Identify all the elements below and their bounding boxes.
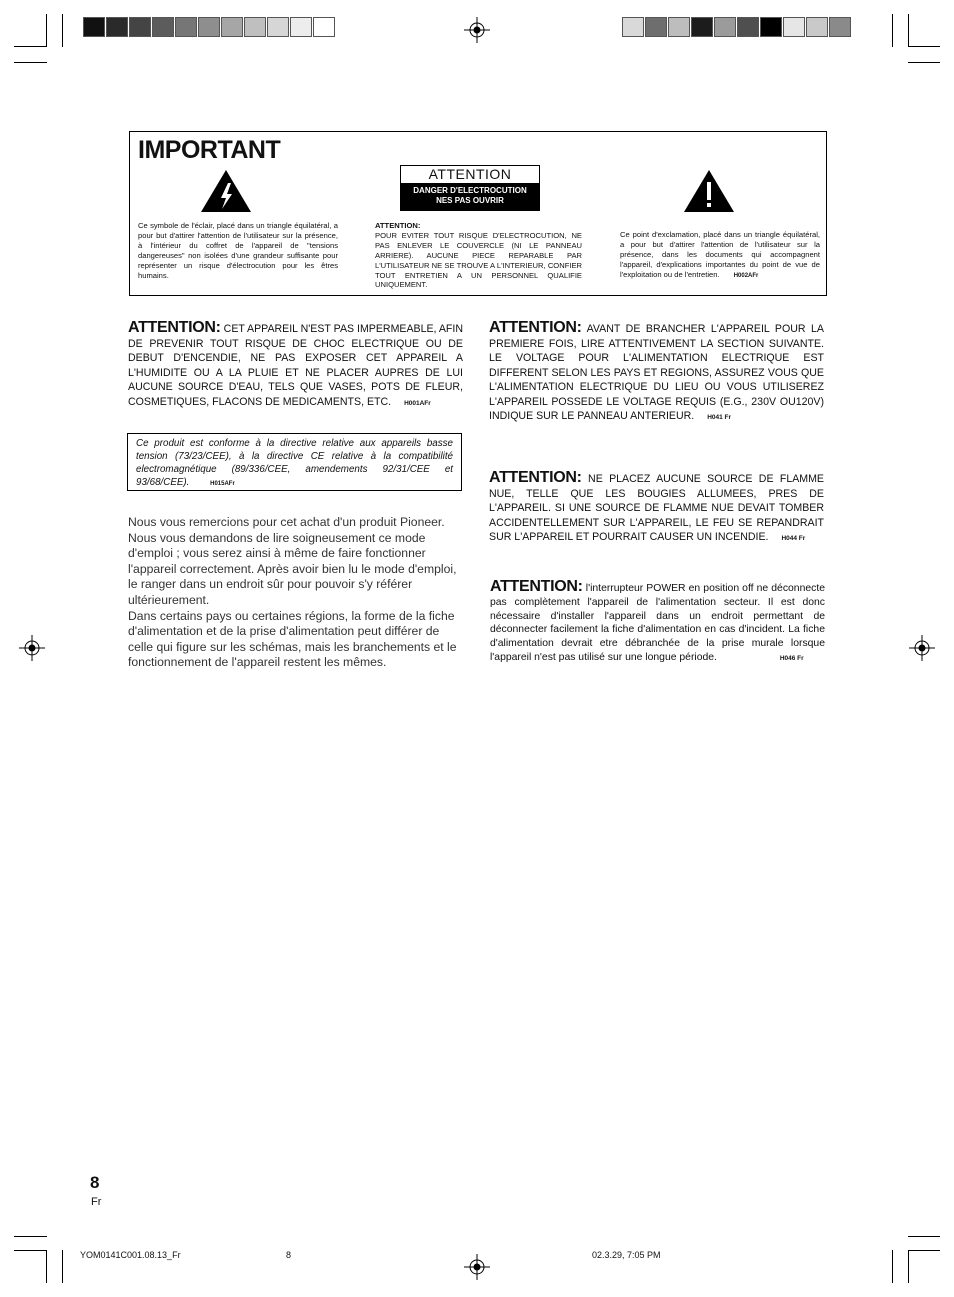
center-warning-body: POUR EVITER TOUT RISQUE D'ELECTROCUTION, NE PAS ENLEVER LE COUVERCLE (NI LE PANNEAU ARRIERE). AUCUNE PIECE REPARABLE PAR L'UTILISATEUR NE SE TROUVE A L'INTERIEUR, CONFIER TOUT ENTRETIEN A UN PERSONNEL QUALIFIE UNIQUEMENT. <box>375 230 582 290</box>
color-swatch <box>737 17 759 37</box>
color-swatch <box>152 17 174 37</box>
exclamation-triangle-icon <box>683 169 735 213</box>
attention-heading: ATTENTION: <box>128 319 221 336</box>
lightning-triangle-icon <box>200 169 252 213</box>
color-swatch <box>290 17 312 37</box>
color-swatch <box>313 17 335 37</box>
ce-conformity-box <box>127 433 462 491</box>
color-swatch <box>714 17 736 37</box>
footer-page: 8 <box>286 1250 292 1260</box>
color-swatch <box>645 17 667 37</box>
color-swatch <box>267 17 289 37</box>
color-swatch <box>106 17 128 37</box>
color-swatch <box>829 17 851 37</box>
color-swatch <box>760 17 782 37</box>
reference-code: H001AFr <box>404 399 431 407</box>
center-warning-text <box>375 221 582 290</box>
intro-paragraph: Nous vous demandons de lire soigneusement ce mode d'emploi ; vous serez ainsi à même de faire fonctionner l'appareil correctement. Après avoir bien lu le mode d'emploi, le ranger dans un endroit sûr pour pouvoir s'y référer ultérieurement. <box>128 530 457 607</box>
exclamation-symbol-description <box>620 230 820 282</box>
introduction-text <box>128 515 460 671</box>
important-title: IMPORTANT <box>138 136 281 164</box>
registration-mark-icon <box>909 635 935 661</box>
registration-mark-icon <box>19 635 45 661</box>
attention-text: CET APPAREIL N'EST PAS IMPERMEABLE, AFIN DE PREVENIR TOUT RISQUE DE CHOC ELECTRIQUE OU DE DEBUT D'ENCENDIE, NE PAS EXPOSER CET APPAREIL A L'HUMIDITE OU A LA PLUIE ET NE PLACER AUPRES DE LUI AUCUNE SOURCE D'EAU, TELS QUE VASES, POTS DE FLEUR, COSMETIQUES, FLACONS DE MEDICAMENTS, ETC. <box>128 323 464 408</box>
warning-label <box>400 165 540 211</box>
page-language: Fr <box>91 1196 102 1208</box>
exclamation-description-text: Ce point d'exclamation, placé dans un triangle équilatéral, a pour but d'attirer l'attention de l'utilisateur sur la présence, dans les documents qui accompagnent l'appareil, d'explications importantes du point de vue de l'exploitation ou de l'entretien. <box>620 230 820 279</box>
reference-code: H046 Fr <box>779 654 804 662</box>
intro-paragraph: Dans certains pays ou certaines régions, la forme de la fiche d'alimentation et de la prise d'alimentation peut différer de celle qui figure sur les schémas, mais les branchements et le fonctionnement de l'appareil restent les mêmes. <box>128 608 457 670</box>
center-warning-head: ATTENTION: <box>375 221 421 230</box>
color-swatch <box>198 17 220 37</box>
attention-heading: ATTENTION: <box>489 469 582 486</box>
color-swatch <box>668 17 690 37</box>
color-swatch <box>783 17 805 37</box>
attention-text: l'interrupteur POWER en position off ne déconnecte pas complètement l'appareil de l'alimentation secteur. Il est donc nécessaire d'installer l'appareil dans un endroit permettant de déconnecter facilement la fiche d'alimentation en cas d'incident. La fiche d'alimentation devrait etre débranchée de la prise murale lorsque l'appareil n'est pas utilisé sur une longue période. <box>490 583 826 663</box>
attention-voltage-warning <box>489 321 824 426</box>
attention-text: AVANT DE BRANCHER L'APPAREIL POUR LA PREMIERE FOIS, LIRE ATTENTIVEMENT LA SECTION SUIVANTE. LE VOLTAGE POUR L'ALIMENTATION ELECTRIQUE EST DIFFERENT SELON LES PAYS ET REGIONS, ASSUREZ VOUS QUE L'ALIMENTATION ELECTRIQUE DU LIEU OU VOUS UTILISEREZ L'APPAREIL POSSEDE LE VOLTAGE REQUIS (E.G., 230V OU120V) INDIQUE SUR LE PANNEAU ANTERIEUR. <box>489 323 824 422</box>
attention-text: NE PLACEZ AUCUNE SOURCE DE FLAMME NUE, TELLE QUE LES BOUGIES ALLUMEES, PRES DE L'APPAREIL. SI UNE SOURCE DE FLAMME NUE DEVAIT TOMBER ACCIDENTELLEMENT SUR L'APPAREIL, LE FEU SE REPANDRAIT SUR L'APPAREIL ET POURRAIT CAUSER UN INCENDIE. <box>489 473 824 543</box>
attention-flame-warning <box>489 471 824 547</box>
warning-label-text <box>401 183 539 210</box>
attention-power-switch-warning <box>490 580 825 666</box>
color-swatch <box>244 17 266 37</box>
registration-mark-icon <box>464 1254 490 1280</box>
reference-code: H044 Fr <box>781 535 806 542</box>
color-calibration-bar-left <box>83 17 336 37</box>
page-number: 8 <box>90 1173 100 1192</box>
attention-water-warning <box>128 321 463 411</box>
registration-mark-icon <box>464 17 490 43</box>
important-notice-box <box>129 131 827 296</box>
footer-filename: YOM0141C001.08.13_Fr <box>80 1250 181 1260</box>
ce-conformity-text: Ce produit est conforme à la directive relative aux appareils basse tension (73/23/CEE), à la directive CE relative à la compatibilité electromagnétique (89/336/CEE, amendements 92/31/CEE et 93/68/CEE). <box>136 438 453 488</box>
attention-heading: ATTENTION: <box>490 578 583 595</box>
reference-code: H002AFr <box>733 272 759 279</box>
lightning-symbol-description: Ce symbole de l'éclair, placé dans un triangle équilatéral, a pour but d'attirer l'attention de l'utilisateur sur la présence, à l'intérieur du coffret de l'appareil de "tensions dangereuses" non isolées d'une grandeur suffisante pour représenter un risque d'électrocution pour les êtres humains. <box>138 221 338 280</box>
reference-code: H015AFr <box>210 481 235 487</box>
footer-date: 02.3.29, 7:05 PM <box>592 1250 661 1260</box>
color-swatch <box>83 17 105 37</box>
attention-heading: ATTENTION: <box>489 319 582 336</box>
color-swatch <box>691 17 713 37</box>
warning-label-title: ATTENTION <box>428 166 512 182</box>
color-swatch <box>129 17 151 37</box>
color-swatch <box>221 17 243 37</box>
color-calibration-bar-right <box>622 17 852 37</box>
color-swatch <box>622 17 644 37</box>
intro-paragraph: Nous vous remercions pour cet achat d'un produit Pioneer. <box>128 515 445 529</box>
reference-code: H041 Fr <box>707 414 732 421</box>
warning-label-line: NES PAS OUVRIR <box>436 196 504 205</box>
color-swatch <box>175 17 197 37</box>
color-swatch <box>806 17 828 37</box>
warning-label-line: DANGER D'ELECTROCUTION <box>413 186 527 195</box>
